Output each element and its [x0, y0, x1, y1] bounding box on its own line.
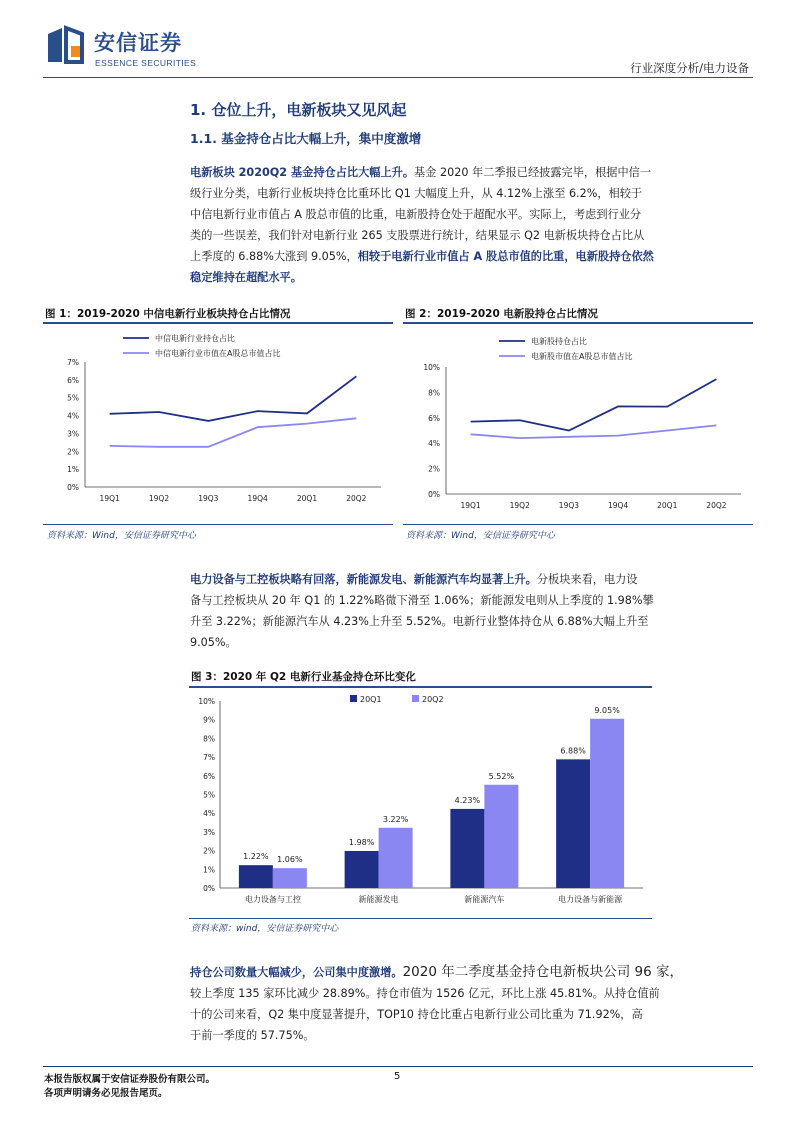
paragraph-1-line: 类的一些误差，我们针对电新行业 265 支股票进行统计，结果显示 Q2 电新板块持仓占比从: [190, 229, 645, 242]
bar-20Q2: [379, 828, 413, 888]
paragraph-2: [190, 569, 752, 653]
data-label: 1.98%: [348, 837, 375, 847]
x-tick-label: 新能源汽车: [464, 895, 505, 904]
legend-label: 电新股市值在A股总市值占比: [531, 352, 633, 361]
y-tick-label: 3%: [67, 429, 79, 439]
data-label: 6.88%: [560, 746, 586, 756]
legend-label: 电新股持仓占比: [531, 337, 587, 346]
figure-2-source: 资料来源：Wind，安信证券研究中心: [406, 531, 555, 541]
legend-label: 中信电新行业市值在A股总市值占比: [155, 349, 281, 358]
page-number: 5: [394, 1071, 401, 1082]
data-label: 3.22%: [382, 814, 409, 824]
figure-2-chart: [403, 326, 753, 522]
y-tick-label: 2%: [67, 447, 79, 457]
y-tick-label: 10%: [423, 363, 440, 372]
bar-20Q2: [590, 719, 624, 888]
legend-label: 20Q2: [422, 695, 444, 704]
y-tick-label: 8%: [203, 734, 215, 744]
legend-swatch: [350, 695, 357, 702]
x-tick-label: 新能源发电: [358, 895, 399, 904]
paragraph-1-line: 基金 2020 年二季报已经披露完毕，根据中信一: [414, 166, 652, 179]
figure-1-source: 资料来源：Wind，安信证券研究中心: [47, 531, 196, 541]
series-line-2: [471, 425, 717, 438]
paragraph-2-line: 备与工控板块从 20 年 Q1 的 1.22%略微下滑至 1.06%；新能源发电则从上季度的 1.98%攀: [190, 594, 654, 607]
paragraph-3-lead-tail: 2020 年二季度基金持仓电新板块公司 96 家，: [402, 964, 683, 980]
paragraph-3: [190, 962, 752, 1046]
subsection-heading: 1.1. 基金持仓占比大幅上升，集中度激增: [190, 131, 422, 146]
figure-3-title: 图 3：2020 年 Q2 电新行业基金持仓环比变化: [191, 671, 416, 683]
paragraph-2-lead-tail: 分板块来看，电力设: [536, 573, 638, 586]
figure-1-top-rule: [43, 322, 393, 324]
figure-1-bottom-rule: [43, 524, 393, 525]
logo-en: ESSENCE SECURITIES: [95, 58, 197, 68]
figure-3-chart: [189, 689, 652, 917]
paragraph-2-line: 9.05%。: [190, 636, 237, 649]
data-label: 5.52%: [488, 771, 515, 781]
x-tick-label: 20Q2: [706, 501, 727, 510]
x-tick-label: 20Q2: [346, 494, 367, 503]
paragraph-3-lead: 持仓公司数量大幅减少，公司集中度激增。: [190, 966, 403, 979]
paragraph-1-line: 上季度的 6.88%大涨到 9.05%，: [190, 250, 358, 263]
x-tick-label: 电力设备与工控: [244, 895, 301, 904]
section-heading: 1. 仓位上升，电新板块又见风起: [190, 101, 407, 119]
y-tick-label: 4%: [67, 411, 79, 421]
x-tick-label: 电力设备与新能源: [558, 895, 623, 904]
paragraph-2-line: 升至 3.22%；新能源汽车从 4.23%上升至 5.52%。电新行业整体持仓从 6.88%大幅上升至: [190, 615, 649, 628]
legend-swatch: [412, 695, 419, 702]
figure-2-top-rule: [403, 322, 753, 324]
header-rule: [43, 77, 753, 78]
footer-copyright: 本报告版权属于安信证券股份有限公司。: [44, 1074, 216, 1085]
bar-20Q1: [556, 759, 590, 888]
series-line-1: [110, 376, 357, 421]
x-tick-label: 19Q3: [558, 501, 580, 510]
y-tick-label: 4%: [203, 809, 215, 819]
y-tick-label: 5%: [203, 790, 215, 800]
x-tick-label: 19Q4: [607, 501, 629, 510]
paragraph-2-lead: 电力设备与工控板块略有回落，新能源发电、新能源汽车均显著上升。: [190, 573, 537, 586]
footer-disclaimer: 各项声明请务必见报告尾页。: [44, 1088, 168, 1099]
y-tick-label: 1%: [203, 865, 215, 875]
bar-20Q1: [345, 851, 379, 888]
data-label: 9.05%: [594, 705, 620, 715]
x-tick-label: 19Q2: [509, 501, 530, 510]
legend-label: 20Q1: [360, 695, 382, 704]
data-label: 4.23%: [454, 795, 481, 805]
y-tick-label: 6%: [67, 375, 79, 385]
y-tick-label: 7%: [203, 753, 215, 763]
figure-3-source: 资料来源：wind，安信证券研究中心: [191, 924, 339, 934]
data-label: 1.06%: [277, 855, 303, 865]
bar-20Q2: [484, 785, 518, 888]
y-tick-label: 2%: [428, 464, 440, 474]
footer-rule: [43, 1066, 753, 1067]
y-tick-label: 3%: [203, 827, 215, 837]
bar-20Q1: [450, 809, 484, 888]
y-tick-label: 5%: [67, 393, 79, 403]
x-tick-label: 19Q1: [460, 501, 481, 510]
series-line-1: [471, 379, 717, 430]
x-tick-label: 20Q1: [296, 494, 318, 503]
paragraph-1-line: 中信电新行业市值占 A 股总市值的比重，电新股持仓处于超配水平。实际上，考虑到行业分: [190, 208, 642, 221]
bar-20Q1: [239, 865, 273, 888]
y-tick-label: 0%: [428, 490, 440, 499]
figure-1-title: 图 1：2019-2020 中信电新行业板块持仓占比情况: [45, 308, 291, 320]
paragraph-1-bold: 相较于电新行业市值占 A 股总市值的比重，电新股持仓依然: [357, 250, 654, 263]
y-tick-label: 6%: [428, 413, 440, 423]
paragraph-1: [190, 162, 752, 288]
paragraph-1-lead: 电新板块 2020Q2 基金持仓占比大幅上升。: [190, 166, 415, 179]
y-tick-label: 9%: [203, 715, 215, 725]
series-line-2: [110, 418, 357, 447]
x-tick-label: 19Q3: [198, 494, 219, 503]
y-tick-label: 10%: [198, 697, 215, 706]
x-tick-label: 19Q1: [99, 494, 120, 503]
figure-3-bottom-rule: [189, 918, 652, 919]
paragraph-1-bold-last: 稳定维持在超配水平。: [190, 271, 302, 284]
y-tick-label: 0%: [67, 483, 79, 492]
figure-1-chart: [43, 326, 393, 522]
figure-2-title: 图 2：2019-2020 电新股持仓占比情况: [405, 308, 598, 320]
x-tick-label: 19Q2: [148, 494, 170, 503]
x-tick-label: 19Q4: [247, 494, 268, 503]
paragraph-1-line: 级行业分类，电新行业板块持仓比重环比 Q1 大幅度上升，从 4.12%上涨至 6.2%，相较于: [190, 187, 643, 200]
bar-20Q2: [273, 868, 307, 888]
figure-2-bottom-rule: [403, 524, 753, 525]
y-tick-label: 0%: [203, 884, 215, 893]
logo-cn: 安信证券: [94, 31, 182, 55]
legend-label: 中信电新行业持仓占比: [155, 334, 235, 343]
y-tick-label: 6%: [203, 771, 215, 781]
y-tick-label: 4%: [428, 439, 440, 449]
figure-3-top-rule: [189, 686, 652, 688]
logo-mark-icon: [44, 24, 86, 66]
logo: [44, 24, 86, 66]
y-tick-label: 7%: [67, 358, 79, 367]
paragraph-3-line: 十的公司来看，Q2 集中度显著提升，TOP10 持仓比重占电新行业公司比重为 71.92%，高: [190, 1008, 643, 1021]
y-tick-label: 1%: [67, 465, 79, 475]
report-type: 行业深度分析/电力设备: [630, 61, 749, 75]
paragraph-3-line: 较上季度 135 家环比减少 28.89%。持仓市值为 1526 亿元，环比上涨 45.81%。从持仓值前: [190, 987, 660, 1000]
x-tick-label: 20Q1: [657, 501, 678, 510]
paragraph-3-line: 于前一季度的 57.75%。: [190, 1029, 315, 1042]
y-tick-label: 2%: [203, 846, 215, 856]
y-tick-label: 8%: [428, 388, 440, 398]
data-label: 1.22%: [243, 852, 269, 862]
